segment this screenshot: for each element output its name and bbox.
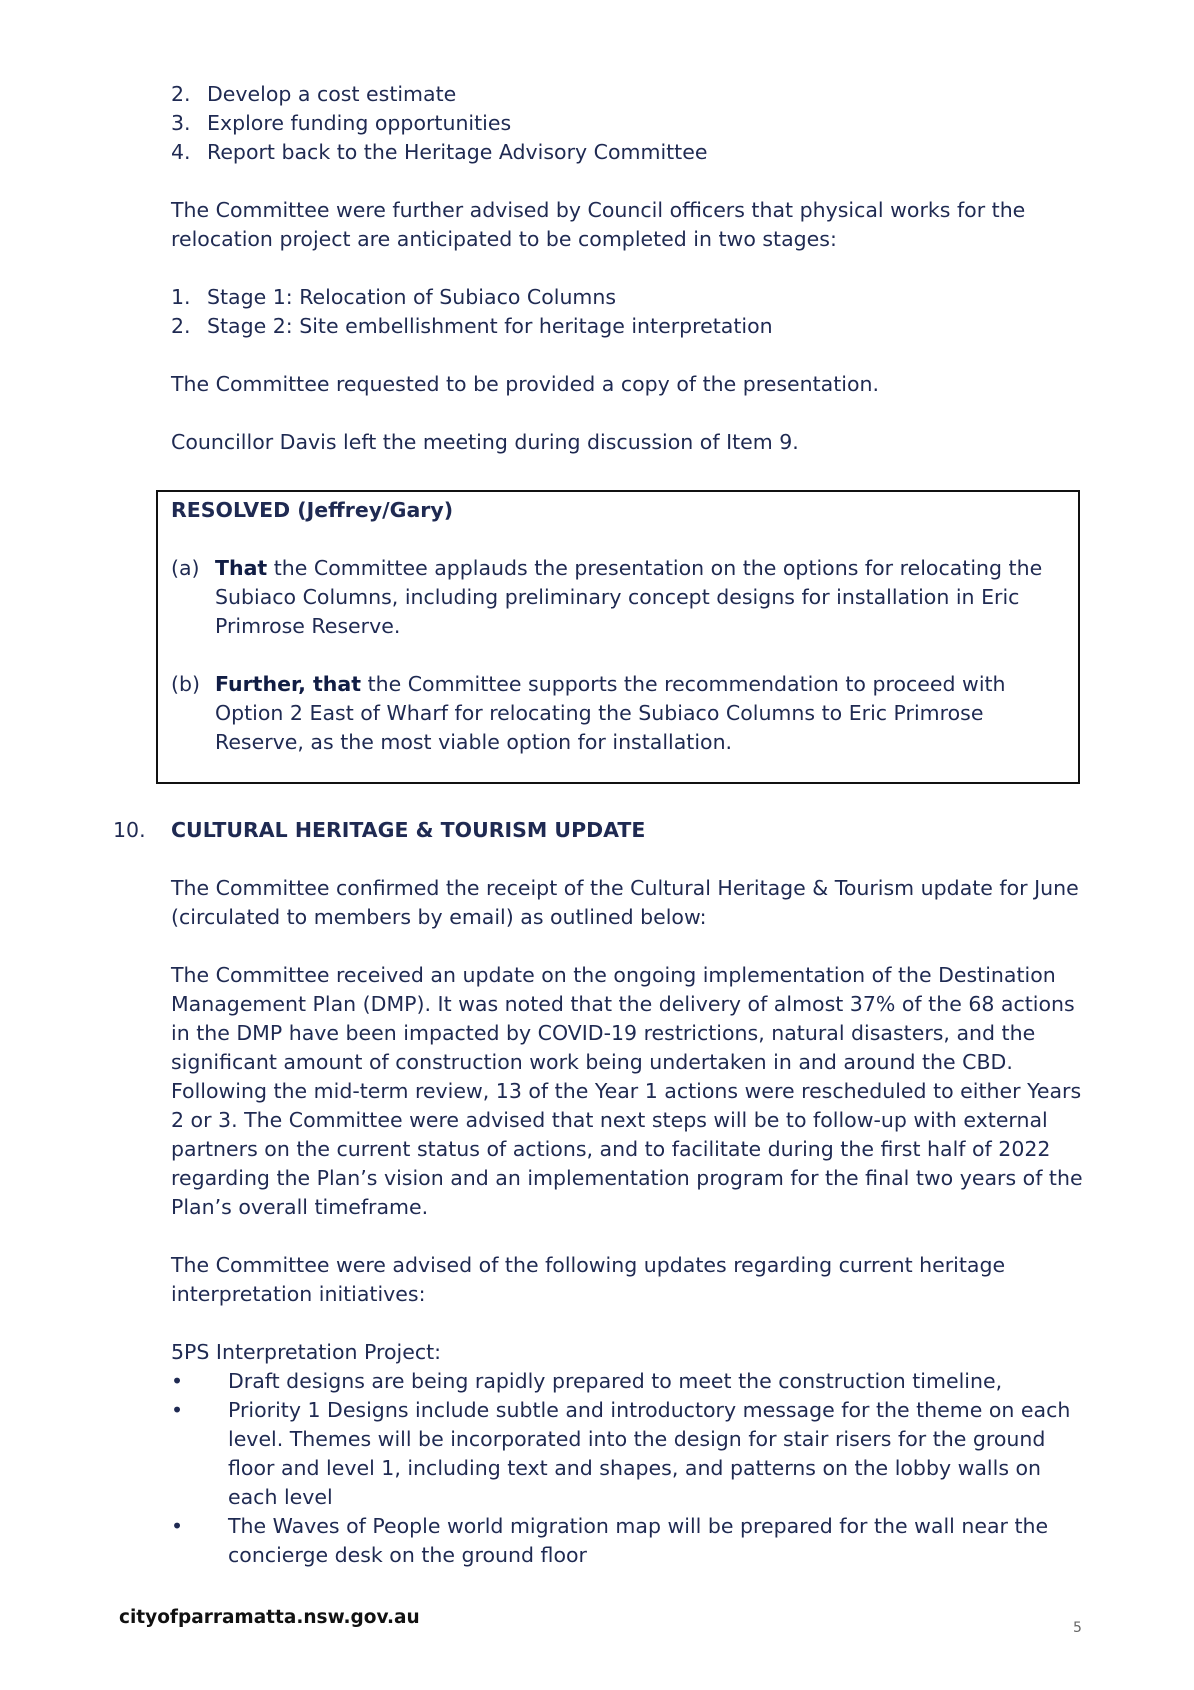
list-text: Report back to the Heritage Advisory Committee xyxy=(207,140,708,164)
footer-website: cityofparramatta.nsw.gov.au xyxy=(119,1607,420,1628)
resolution-label: (b) xyxy=(171,672,201,696)
list-number: 2. xyxy=(171,314,191,338)
bullet-item xyxy=(171,1367,1091,1396)
list-text: Stage 1: Relocation of Subiaco Columns xyxy=(207,285,617,309)
list-number: 3. xyxy=(171,111,191,135)
list-number: 2. xyxy=(171,82,191,106)
resolution-body: the Committee supports the recommendation to proceed with Option 2 East of Wharf for relocating the Subiaco Columns to Eric Primrose Reserve, as the most viable option for installation. xyxy=(215,672,1006,754)
bullet-item xyxy=(171,1512,1091,1570)
presentation-paragraph: The Committee requested to be provided a copy of the presentation. xyxy=(171,372,880,396)
resolution-lead: That xyxy=(215,556,268,580)
bullet-icon: • xyxy=(171,1369,184,1393)
stages-intro-paragraph: The Committee were further advised by Council officers that physical works for the relocation project are anticipated to be completed in two stages: xyxy=(171,198,1026,251)
davis-paragraph: Councillor Davis left the meeting during discussion of Item 9. xyxy=(171,430,799,454)
list-item xyxy=(171,312,1091,341)
list-text: Stage 2: Site embellishment for heritage interpretation xyxy=(207,314,773,338)
section-paragraph-3: The Committee were advised of the following updates regarding current heritage interpretation initiatives: xyxy=(171,1253,1006,1306)
resolution-body: the Committee applauds the presentation on the options for relocating the Subiaco Columns, including preliminary concept designs for installation in Eric Primrose Reserve. xyxy=(215,556,1043,638)
bullet-text: The Waves of People world migration map will be prepared for the wall near the concierge desk on the ground floor xyxy=(228,1514,1049,1567)
project-label: 5PS Interpretation Project: xyxy=(171,1340,442,1364)
list-item xyxy=(171,109,1091,138)
bullet-text: Draft designs are being rapidly prepared to meet the construction timeline, xyxy=(228,1369,1003,1393)
bullet-item xyxy=(171,1396,1091,1512)
resolution-item-b xyxy=(171,670,1061,757)
bullet-icon: • xyxy=(171,1514,184,1538)
resolution-label: (a) xyxy=(171,556,200,580)
section-heading: CULTURAL HERITAGE & TOURISM UPDATE xyxy=(171,818,646,842)
list-item xyxy=(171,138,1091,167)
section-number: 10. xyxy=(113,818,146,842)
resolution-text xyxy=(215,670,1061,757)
stages-list xyxy=(171,283,1091,341)
list-item xyxy=(171,80,1091,109)
bullet-text: Priority 1 Designs include subtle and introductory message for the theme on each level. Themes will be incorporated into the design for stair risers for the ground floor and level 1, including text and shapes, and patterns on the lobby walls on each level xyxy=(228,1398,1071,1509)
resolution-text xyxy=(215,554,1061,641)
section-paragraph-1: The Committee confirmed the receipt of the Cultural Heritage & Tourism update for June (circulated to members by email) as outlined below: xyxy=(171,876,1079,929)
bullet-icon: • xyxy=(171,1398,184,1422)
resolution-box xyxy=(156,490,1080,784)
list-text: Develop a cost estimate xyxy=(207,82,457,106)
resolution-item-a xyxy=(171,554,1061,641)
resolution-lead: Further, that xyxy=(215,672,362,696)
list-item xyxy=(171,283,1091,312)
resolution-title: RESOLVED (Jeffrey/Gary) xyxy=(171,498,454,522)
list-number: 1. xyxy=(171,285,191,309)
page-number: 5 xyxy=(1073,1620,1082,1636)
section-paragraph-2: The Committee received an update on the ongoing implementation of the Destination Management Plan (DMP). It was noted that the delivery of almost 37% of the 68 actions in the DMP have been impacted by COVID-19 restrictions, natural disasters, and the significant amount of construction work being undertaken in and around the CBD. Following the mid-term review, 13 of the Year 1 actions were rescheduled to either Years 2 or 3. The Committee were advised that next steps will be to follow-up with external partners on the current status of actions, and to facilitate during the first half of 2022 regarding the Plan’s vision and an implementation program for the final two years of the Plan’s overall timeframe. xyxy=(171,963,1083,1219)
list-text: Explore funding opportunities xyxy=(207,111,512,135)
bullet-list xyxy=(171,1367,1091,1570)
action-list xyxy=(171,80,1091,167)
list-number: 4. xyxy=(171,140,191,164)
